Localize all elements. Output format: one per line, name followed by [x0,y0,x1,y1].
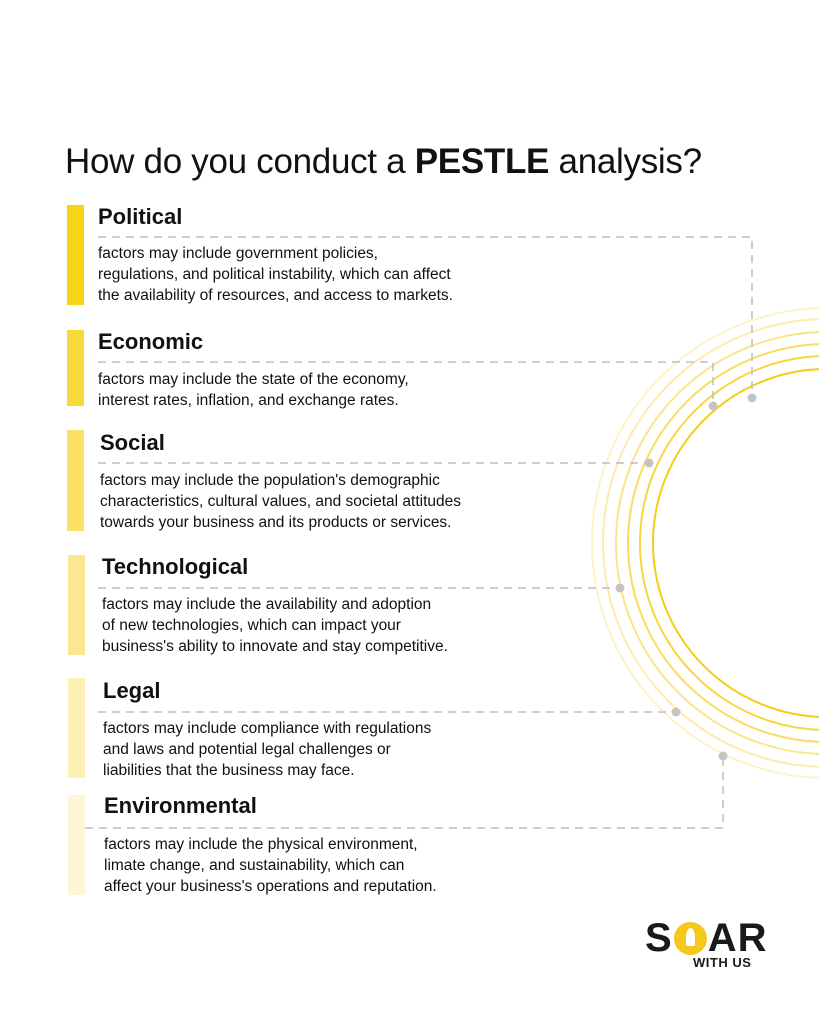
ring [653,369,819,717]
factor-bar [68,795,85,895]
dot-social [645,459,654,468]
ring [603,319,819,767]
factor-description: factors may include the availability and adoption of new technologies, which can impact your business's ability to innovate and stay competitive. [102,596,448,655]
dot-environmental [719,752,728,761]
factor-description: factors may include compliance with regulations and laws and potential legal challenges or liabilities that the business may face. [103,720,432,779]
logo-subtitle: WITH US [693,955,752,970]
factor-bar [67,430,84,531]
factor-heading: Legal [103,678,161,703]
dot-economic [709,402,718,411]
rocket-icon [674,922,707,955]
factor-bar [68,678,85,778]
soar-with-us-logo: S AR WITH US [645,916,768,970]
ring [640,356,819,730]
factor-description: factors may include government policies, regulations, and political instability, which can affect the availability of resources, and access to markets. [98,245,453,304]
ring [592,308,819,778]
factor-description: factors may include the population's demographic characteristics, cultural values, and societal attitudes towards your business and its products or services. [100,472,461,531]
page-title: How do you conduct a PESTLE analysis? [65,142,702,181]
factor-bar [67,330,84,406]
factor-bar [68,555,85,655]
dot-technological [616,584,625,593]
factor-heading: Social [100,430,165,455]
factor-heading: Political [98,204,183,229]
factor-heading: Economic [98,329,204,354]
factor-heading: Environmental [104,793,257,818]
factor-bar [67,205,84,305]
factor-description: factors may include the state of the economy, interest rates, inflation, and exchange rates. [98,371,409,409]
dot-legal [672,708,681,717]
factor-heading: Technological [102,554,249,579]
ring [616,332,819,754]
factor-description: factors may include the physical environment, limate change, and sustainability, which can affect your business's operations and reputation. [104,836,437,895]
dot-political [748,394,757,403]
